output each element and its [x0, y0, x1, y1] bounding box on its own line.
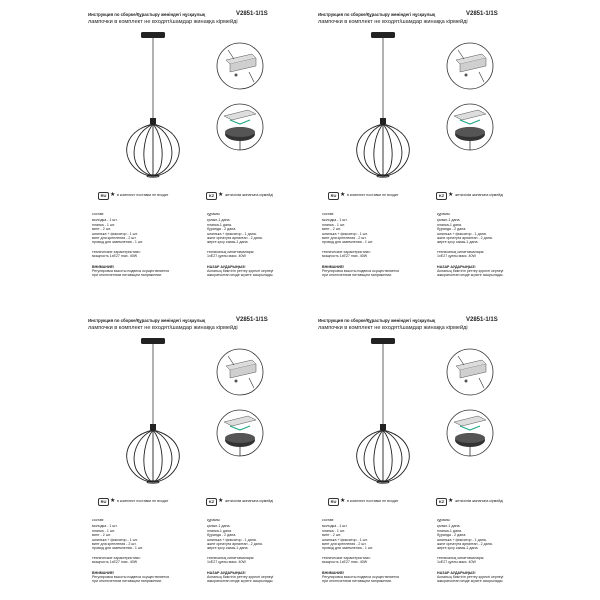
card-header [318, 12, 558, 24]
kz-item: және орнатуға арналған - 2 дана. [207, 236, 263, 241]
kz-badge: KZ [436, 498, 447, 506]
mounting-plate-diagram [216, 42, 264, 90]
language-legend [318, 192, 558, 202]
ru-item: молодка - 1 шт. [322, 524, 348, 529]
kz-item: жерге қосу сымы-1 дана. [207, 546, 249, 551]
language-legend [318, 498, 558, 508]
kz-tech-heading: техникалық сипаттамалары: [207, 555, 255, 560]
ru-item: винт для крепления - 2 шт. [322, 542, 367, 547]
star-icon: ★ [340, 192, 346, 198]
star-icon: ★ [340, 498, 346, 504]
canopy-assembly-diagram [446, 102, 494, 152]
ru-badge: RU [328, 192, 339, 200]
kz-contents-heading: құрамы: [437, 212, 451, 216]
kz-item: планка-1 дана. [207, 528, 232, 533]
kz-item: және орнатуға арналған - 2 дана. [437, 236, 493, 241]
kz-item: шпилька + фиксатор - 1 дана. [207, 231, 257, 236]
ru-column [92, 212, 192, 278]
kz-warning-line: ажыратылған кезде жүзеге асырылады. [437, 273, 504, 278]
ru-badge: RU [98, 192, 109, 200]
canopy-assembly-diagram [446, 408, 494, 458]
ru-item: провод для заземления - 1 шт. [322, 546, 374, 551]
kz-item: шпилька + фиксатор - 1 дана. [437, 537, 487, 542]
ru-item: провод для заземления - 1 шт. [322, 240, 374, 245]
instruction-card [318, 12, 558, 277]
star-icon: ★ [218, 498, 224, 504]
kz-item: жерге қосу сымы-1 дана. [437, 240, 479, 245]
ru-warning-line: при отключенном питающем напряжении. [322, 273, 393, 278]
ru-contents-heading: состав: [92, 212, 105, 216]
ru-item: провод для заземления - 1 шт. [92, 240, 144, 245]
ru-item: шпилька + фиксатор - 1 шт. [92, 231, 138, 236]
star-icon: ★ [110, 192, 116, 198]
kz-column [207, 518, 307, 584]
kz-not-included-note: жеткізілім жинағына кірмейді [225, 499, 274, 503]
kz-warning-line: ажыратылған кезде жүзеге асырылады. [207, 579, 274, 584]
mounting-plate-diagram [216, 348, 264, 396]
instruction-title: Инструкция по сборке/Құрастыру жөніндегі нұсқаулық [318, 318, 436, 323]
kz-badge: KZ [436, 192, 447, 200]
ru-item: планка - 1 шт. [92, 528, 115, 533]
card-header [318, 318, 558, 330]
kz-tech-heading: техникалық сипаттамалары: [437, 555, 485, 560]
ru-item: винт - 2 шт. [322, 533, 341, 538]
kz-item: планка-1 дана. [207, 222, 232, 227]
pendant-lamp-illustration [348, 336, 418, 486]
kz-contents-heading: құрамы: [437, 518, 451, 522]
kz-warning-heading: НАЗАР АУДАРЫҢЫЗ! [437, 570, 476, 575]
instruction-title: Инструкция по сборке/Құрастыру жөніндегі нұсқаулық [88, 318, 206, 323]
ru-item: винт для крепления - 2 шт. [92, 236, 137, 241]
canopy-assembly-diagram [216, 102, 264, 152]
model-number: V2851-1/1S [236, 317, 268, 323]
bulbs-note: лампочки в комплект не входят/шамдар жинаққа кірмейді [318, 325, 468, 331]
instruction-title: Инструкция по сборке/Құрастыру жөніндегі нұсқаулық [318, 12, 436, 17]
kz-item: планка-1 дана. [437, 222, 462, 227]
kz-item: қалып-1 дана. [207, 524, 231, 529]
kz-item: шпилька + фиксатор - 1 дана. [437, 231, 487, 236]
ru-warning-line: при отключенном питающем напряжении. [92, 579, 163, 584]
kz-column [437, 518, 537, 584]
language-legend [88, 498, 328, 508]
kz-not-included-note: жеткізілім жинағына кірмейді [455, 193, 504, 197]
kz-item: қалып-1 дана. [437, 524, 461, 529]
ru-item: планка - 1 шт. [322, 222, 345, 227]
ru-warning-line: Регулировка высоты подвеса осуществляется [322, 269, 400, 274]
pendant-lamp-illustration [118, 30, 188, 180]
model-number: V2851-1/1S [466, 11, 498, 17]
ru-column [322, 518, 422, 584]
model-number: V2851-1/1S [236, 11, 268, 17]
kz-item: және орнатуға арналған - 2 дана. [437, 542, 493, 547]
ru-warning-line: Регулировка высоты подвеса осуществляется [92, 575, 170, 580]
kz-warning-line: Аспаның биіктігін реттеу қоректі кернеуі [207, 269, 274, 274]
ru-warning-line: Регулировка высоты подвеса осуществляется [322, 575, 400, 580]
ru-badge: RU [328, 498, 339, 506]
ru-contents-heading: состав: [92, 518, 105, 522]
ru-tech-value: мощность 1xE27 max. 40W [92, 254, 138, 259]
ru-item: молодка - 1 шт. [322, 218, 348, 223]
ru-tech-value: мощность 1xE27 max. 40W [322, 254, 368, 259]
ru-warning-line: Регулировка высоты подвеса осуществляется [92, 269, 170, 274]
ru-column [92, 518, 192, 584]
kz-item: бұранда - 2 дана. [437, 533, 467, 538]
ru-item: винт - 2 шт. [322, 227, 341, 232]
ru-warning-line: при отключенном питающем напряжении. [322, 579, 393, 584]
ru-warning-line: при отключенном питающем напряжении. [92, 273, 163, 278]
kz-warning-heading: НАЗАР АУДАРЫҢЫЗ! [437, 264, 476, 269]
ru-tech-heading: технические характеристики: [322, 249, 371, 254]
ru-item: молодка - 1 шт. [92, 524, 118, 529]
kz-tech-value: 1xE27 қуаты макс. 40W [437, 560, 476, 565]
instruction-title: Инструкция по сборке/Құрастыру жөніндегі нұсқаулық [88, 12, 206, 17]
instruction-card [318, 318, 558, 583]
ru-not-included-note: в комплект поставки не входит [347, 193, 399, 197]
bulbs-note: лампочки в комплект не входят/шамдар жинаққа кірмейді [88, 325, 238, 331]
model-number: V2851-1/1S [466, 317, 498, 323]
kz-contents-heading: құрамы: [207, 518, 221, 522]
ru-tech-value: мощность 1xE27 max. 40W [322, 560, 368, 565]
language-legend [88, 192, 328, 202]
ru-warning-heading: ВНИМАНИЕ! [322, 570, 345, 575]
ru-not-included-note: в комплект поставки не входит [117, 499, 169, 503]
bulbs-note: лампочки в комплект не входят/шамдар жинаққа кірмейді [88, 19, 238, 25]
ru-item: планка - 1 шт. [92, 222, 115, 227]
ru-item: винт - 2 шт. [92, 533, 111, 538]
star-icon: ★ [448, 192, 454, 198]
ru-badge: RU [98, 498, 109, 506]
kz-item: және орнатуға арналған - 2 дана. [207, 542, 263, 547]
ru-item: шпилька + фиксатор - 1 шт. [322, 231, 368, 236]
kz-tech-value: 1xE27 қуаты макс. 40W [437, 254, 476, 259]
kz-column [207, 212, 307, 278]
ru-item: винт для крепления - 2 шт. [322, 236, 367, 241]
kz-badge: KZ [206, 192, 217, 200]
mounting-plate-diagram [446, 42, 494, 90]
kz-contents-heading: құрамы: [207, 212, 221, 216]
canopy-assembly-diagram [216, 408, 264, 458]
kz-item: қалып-1 дана. [207, 218, 231, 223]
kz-warning-line: Аспаның биіктігін реттеу қоректі кернеуі [437, 269, 504, 274]
instruction-card [88, 12, 328, 277]
kz-item: бұранда - 2 дана. [437, 227, 467, 232]
kz-item: жерге қосу сымы-1 дана. [437, 546, 479, 551]
card-header [88, 318, 328, 330]
kz-warning-line: Аспаның биіктігін реттеу қоректі кернеуі [437, 575, 504, 580]
kz-not-included-note: жеткізілім жинағына кірмейді [455, 499, 504, 503]
kz-item: бұранда - 2 дана. [207, 227, 237, 232]
ru-warning-heading: ВНИМАНИЕ! [322, 264, 345, 269]
kz-warning-heading: НАЗАР АУДАРЫҢЫЗ! [207, 570, 246, 575]
pendant-lamp-illustration [348, 30, 418, 180]
kz-column [437, 212, 537, 278]
ru-tech-heading: технические характеристики: [322, 555, 371, 560]
kz-tech-value: 1xE27 қуаты макс. 40W [207, 560, 246, 565]
ru-item: молодка - 1 шт. [92, 218, 118, 223]
ru-contents-heading: состав: [322, 518, 335, 522]
ru-item: провод для заземления - 1 шт. [92, 546, 144, 551]
ru-warning-heading: ВНИМАНИЕ! [92, 570, 115, 575]
kz-tech-value: 1xE27 қуаты макс. 40W [207, 254, 246, 259]
card-header [88, 12, 328, 24]
ru-warning-heading: ВНИМАНИЕ! [92, 264, 115, 269]
ru-not-included-note: в комплект поставки не входит [347, 499, 399, 503]
kz-warning-line: ажыратылған кезде жүзеге асырылады. [207, 273, 274, 278]
ru-item: шпилька + фиксатор - 1 шт. [322, 537, 368, 542]
kz-warning-heading: НАЗАР АУДАРЫҢЫЗ! [207, 264, 246, 269]
pendant-lamp-illustration [118, 336, 188, 486]
ru-column [322, 212, 422, 278]
mounting-plate-diagram [446, 348, 494, 396]
kz-warning-line: ажыратылған кезде жүзеге асырылады. [437, 579, 504, 584]
ru-item: винт - 2 шт. [92, 227, 111, 232]
kz-item: планка-1 дана. [437, 528, 462, 533]
instruction-card [88, 318, 328, 583]
ru-not-included-note: в комплект поставки не входит [117, 193, 169, 197]
ru-contents-heading: состав: [322, 212, 335, 216]
ru-item: шпилька + фиксатор - 1 шт. [92, 537, 138, 542]
kz-tech-heading: техникалық сипаттамалары: [437, 249, 485, 254]
kz-item: жерге қосу сымы-1 дана. [207, 240, 249, 245]
ru-tech-value: мощность 1xE27 max. 40W [92, 560, 138, 565]
kz-item: қалып-1 дана. [437, 218, 461, 223]
ru-item: винт для крепления - 2 шт. [92, 542, 137, 547]
star-icon: ★ [448, 498, 454, 504]
star-icon: ★ [218, 192, 224, 198]
kz-warning-line: Аспаның биіктігін реттеу қоректі кернеуі [207, 575, 274, 580]
bulbs-note: лампочки в комплект не входят/шамдар жинаққа кірмейді [318, 19, 468, 25]
ru-tech-heading: технические характеристики: [92, 555, 141, 560]
kz-badge: KZ [206, 498, 217, 506]
kz-item: шпилька + фиксатор - 1 дана. [207, 537, 257, 542]
kz-not-included-note: жеткізілім жинағына кірмейді [225, 193, 274, 197]
kz-tech-heading: техникалық сипаттамалары: [207, 249, 255, 254]
ru-item: планка - 1 шт. [322, 528, 345, 533]
ru-tech-heading: технические характеристики: [92, 249, 141, 254]
star-icon: ★ [110, 498, 116, 504]
kz-item: бұранда - 2 дана. [207, 533, 237, 538]
